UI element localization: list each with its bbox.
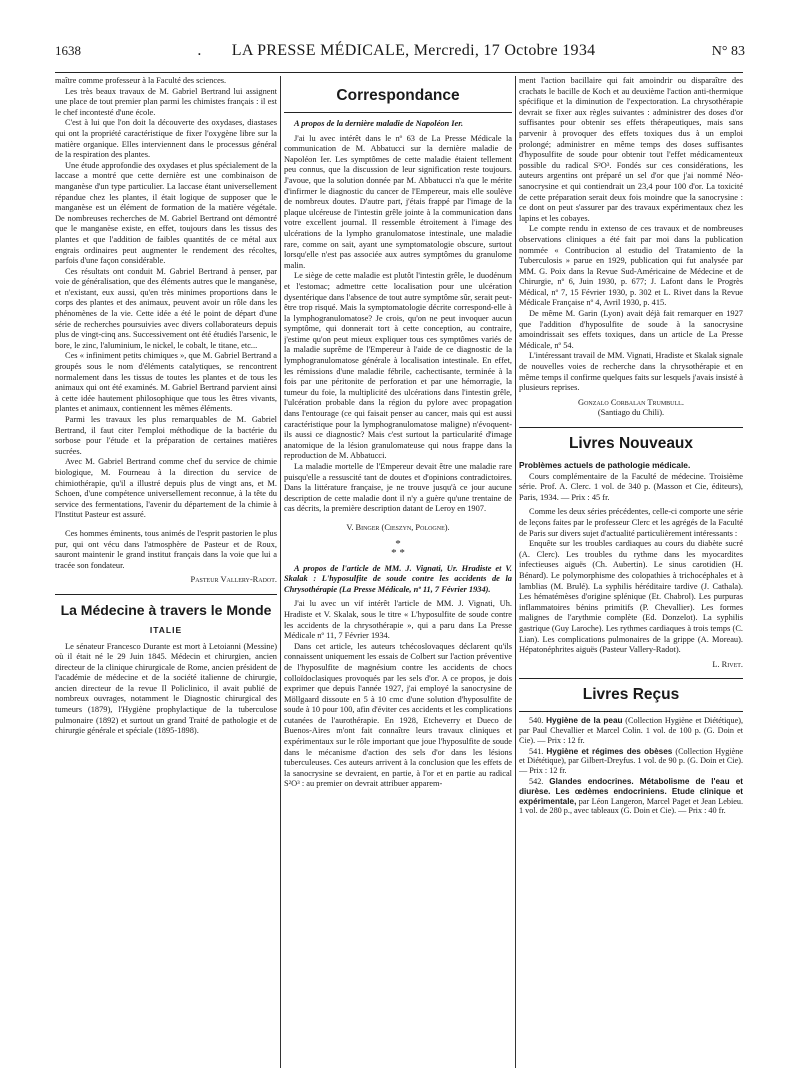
header-dot: .	[197, 42, 202, 59]
book-number: 540.	[529, 716, 544, 726]
signature: Gonzalo Corbalan Trumbull.	[578, 397, 684, 407]
list-item	[519, 747, 743, 776]
list-item	[519, 716, 743, 745]
paragraph: Le compte rendu in extenso de ces travaux et de nombreuses observations cliniques a été fait par moi dans la publication nommée « Contribucion al estudio del Tratamiento de la Tuberculosis » parue en 1929, publication qui fut analysée par MM. G. Poix dans la Revue Sud-Américaine de Médecine et de Chirurgie, nº 6, Juin 1930, p. 677; J. Lafont dans le Progrès Médical, nº 7, 15 Février 1930, p. 302 et L. Rivet dans la Revue Médicale Française nº 4, Avril 1930, p. 415.	[519, 224, 743, 308]
column-divider	[280, 76, 281, 1068]
section-rule	[284, 112, 512, 113]
paragraph: Ces hommes éminents, tous animés de l'esprit pastorien le plus pur, qui ont vécu dans l'atmosphère de Pasteur et de Roux, sauront maintenir le grand institut français dans la voie que lui a tracée son fondateur.	[55, 528, 277, 570]
book-details: par Léon Langeron, Marcel Paget et Jean Lebieu. 1 vol. de 280 p., avec tableaux (G. Doin et Cie). — Prix : 40 fr.	[519, 796, 743, 816]
page-number: 1638	[55, 43, 81, 58]
header-rule	[55, 72, 743, 73]
list-item	[519, 777, 743, 816]
book-title-text: Problèmes actuels de pathologie médicale.	[519, 460, 691, 470]
paragraph: De même M. Garin (Lyon) avait déjà fait remarquer en 1927 que l'addition d'hyposulfite de soude à la sanocrysine amoindrissait ses effets toxiques, dans un article de La Presse Médicale, nº 54.	[519, 309, 743, 350]
paragraph: C'est à lui que l'on doit la découverte des oxydases, diastases qui ont la propriété caractéristique de fixer l'oxygène libre sur la matière organique. Elles interviennent dans le processus général de la respiration des plantes.	[55, 118, 277, 160]
book-number: 542.	[529, 777, 544, 787]
paragraph: Une étude approfondie des oxydases et plus spécialement de la laccase a montré que cette dernière est une combinaison de manganèse d'un type particulier. La laccase étant universellement répandue chez les plantes, il était logique de supposer que le manganèse est un élément de formation de la matière végétale. De nombreuses recherches de M. Gabriel Bertrand ont démontré que le manganèse existe, en effet, toujours dans les tissus des plantes et que l'addition de faibles quantités de ce métal aux engrais ordinaires peut augmenter le rendement des récoltes, parfois d'une façon considérable.	[55, 160, 277, 266]
paragraph: Cours complémentaire de la Faculté de médecine. Troisième série. Prof. A. Clerc. 1 vol. de 340 p. (Masson et Cie, éditeurs), Paris, 1934. — Prix : 45 fr.	[519, 471, 743, 502]
section-title: Livres Nouveaux	[568, 435, 694, 452]
paragraph: Dans cet article, les auteurs tchécoslovaques déclarent qu'ils connaissent uniquement les essais de Colbert sur l'action préventive de l'hyposulfite de magnésium contre les accidents de chocs colloïdoclasiques provoqués par les sels d'or. A ce propos, je dois exprimer que depuis l'année 1927, j'ai employé la sanocrysine de Möllgaard dissoute en 5 à 10 cmc d'une solution d'hyposulfite de soude à 10 pour 100, afin d'éviter ces accidents et les complications cutanées de l'aurothérapie. En 1928, Etcheverry et Dueco de Buenos-Aires m'ont fait connaître leurs travaux cliniques et expérimentaux sur le rôle important que joue l'hyposulfite de soude dans le mécanisme d'action des sels d'or dans les lésions tuberculeuses. Ces auteurs arrivent à la conclusion que les effets de la sanocrysine se devraient, en partie, à l'or et en partie au radical S²O³ : au premier on devrait attribuer apparem-	[284, 641, 512, 789]
received-books-list	[519, 716, 743, 816]
signature: V. Binger (Cieszyn, Pologne).	[346, 522, 450, 532]
paragraph: Avec M. Gabriel Bertrand comme chef du service de chimie biologique, M. Fourneau à la direction du service de chimiothérapie, qu'il a illustré depuis plus de vingt ans, et M. Schoen, d'une compétence universellement reconnue, à la tête du service des fermentations, l'avenir du département de la chimie à l'Institut Pasteur est assuré.	[55, 457, 277, 520]
column-left	[55, 76, 277, 1070]
section-rule	[55, 594, 277, 595]
section-rule	[519, 427, 743, 428]
section-title: Livres Reçus	[582, 686, 680, 704]
book-title-text: Hygiène et régimes des obèses	[546, 746, 673, 756]
column-middle	[284, 76, 512, 1070]
journal-masthead	[197, 42, 595, 60]
paragraph: L'intéressant travail de MM. Vignati, Hradiste et Skalak signale de nouvelles voies de recherche dans la chrysothérapie et en même temps il confirme quelques faits sur lesquels j'avais insisté à plusieurs reprises.	[519, 351, 743, 393]
paragraph: maître comme professeur à la Faculté des sciences.	[55, 76, 227, 85]
issue-date: Mercredi, 17 Octobre 1934	[413, 42, 596, 59]
page-header	[55, 42, 745, 68]
paragraph: Enquête sur les troubles cardiaques au cours du diabète sucré (A. Clerc). Les troubles du rythme dans les myocardites infectieuses aiguës (Ch. Aubertin). Le sinus carotidien (H. Bénard). Le polymorphisme des colopathies à trichocéphales et à lamblias (M. Brulé). La syphilis héréditaire tardive (J. Cathala). Les hématémèses d'origine splénique (Et. Chabrol). Les purpuras inflammatoires bénins primitifs (P. Chevallier). Les formes malignes de l'arythmie complète (Ed. Donzelot). La syphilis gastrique (Guy Laroche). Les rythmes cardiaques à trois temps (C. Lian). Les complications pulmonaires de la grippe (A. Moreau). Hépatonéphrites aiguës (Pasteur Vallery-Radot).	[519, 539, 743, 655]
paragraph: J'ai lu avec un vif intérêt l'article de MM. J. Vignati, Uh. Hradiste et V. Skalak, sous le titre « L'hyposulfite de soude contre les accidents de la chrysothérapie », qui a paru dans La Presse Médicale nº 11, 7 Février 1934.	[284, 599, 512, 641]
section-rule	[519, 678, 743, 679]
paragraph: Parmi les travaux les plus remarquables de M. Gabriel Bertrand, il faut citer l'emploi méthodique de la bactérie du sorbose pour l'étude et la préparation de certaines matières sucrées.	[55, 415, 277, 456]
article-heading: A propos de la dernière maladie de Napoléon Ier.	[294, 119, 464, 128]
paragraph: ment l'action bacillaire qui fait amoindrir ou disparaître des crachats le bacille de Koch et au deuxième l'action anti-thermique spécifique et la diminution de l'expectoration. La chrysothérapie devrait se fixer aux règles suivantes : administrer des doses d'or suffisantes pour obtenir ses effets thérapeutiques, mais sans parvenir à provoquer des effets toxiques dus à un emploi prolongé; administrer en même temps des doses suffisantes d'hyposulfite de soude pour obtenir tout l'effet médicamenteux possible du radical S²O³. Fondés sur ces considérations, les auteurs argentins ont préparé un sel d'or que j'ai nommé Néo-sanocrysine et qui contiendrait un 23,4 pour 100 d'or. La toxicité de cette préparation serait deux fois moindre que la sanocrysine : ce dont on peut s'assurer par des travaux expérimentaux chez les lapins et les cobayes.	[519, 76, 743, 223]
paragraph: Les très beaux travaux de M. Gabriel Bertrand lui assignent une place de tout premier plan parmi les chimistes français : il est le chef incontesté d'une école.	[55, 86, 277, 117]
signature: Pasteur Vallery-Radot.	[190, 575, 277, 585]
journal-name: LA PRESSE MÉDICALE,	[231, 42, 410, 59]
paragraph: Ces résultats ont conduit M. Gabriel Bertrand à penser, par voie de généralisation, que des éléments autres que le manganèse, et n'existant, eux aussi, qu'en très minimes proportions dans le corps des plantes et des animaux, peuvent avoir un rôle dans les phénomènes de la vie. Cette idée a été le point de départ d'une série de recherches poursuivies avec divers collaborateurs depuis plus de vingt-cinq ans. Successivement ont été étudiés l'arsenic, le bore, le zinc, l'aluminium, le nickel, le cobalt, le titane, etc...	[55, 266, 277, 350]
book-title-text: Hygiène de la peau	[546, 716, 623, 726]
column-divider	[515, 76, 516, 1068]
book-details: (Collection Hygiène et Diététique), par Gilbert-Dreyfus. 1 vol. de 90 p. (G. Doin et Cie). — Prix : 12 fr.	[519, 746, 743, 776]
issue-number: N° 83	[711, 44, 745, 59]
paragraph: J'ai lu avec intérêt dans le nº 63 de La Presse Médicale la communication de M. Abbatucci sur la dernière maladie de Napoléon Ier. Les symptômes de cette maladie étaient tellement peu connus, que la discussion de leur signification reste toujours. J'avoue, que la solution donnée par M. Abbatucci n'a que le mérite d'infirmer le diagnostic du cancer de l'Empereur, mais elle soulève de nombreux doutes. D'autre part, j'étais frappé par l'image de la plaque ulcéreuse de l'intestin grêle jointe à la communication dans votre excellent journal. Il ressemble étroitement à l'image des ulcérations de la lympho granulomatose intestinale, une maladie rare, comme on sait, ayant une symptomatologie obscure, surtout lorsqu'elle n'est pas associée aux autres symptômes du granulome malin.	[284, 133, 512, 270]
column-right	[519, 76, 743, 1070]
section-separator: * * *	[391, 537, 405, 559]
book-details: (Collection Hygiène et Diététique), par Paul Chevallier et Marcel Colin. 1 vol. de 100 p. (G. Doin et Cie). — Prix : 12 fr.	[519, 716, 743, 745]
paragraph: Ces « infiniment petits chimiques », que M. Gabriel Bertrand a groupés sous le nom d'éléments catalytiques, se rencontrent normalement dans les tissus de toutes les plantes et de tous les animaux qui ont été examinés. M. Gabriel Bertrand parvient ainsi à cette idée hautement philosophique que tous les êtres vivants, plantes et animaux, contiennent les mêmes éléments.	[55, 351, 277, 414]
book-title-text: Glandes endocrines. Métabolisme de l'eau et diurèse. Les œdèmes endocriniens. Etude clinique et expérimentale,	[519, 777, 743, 806]
paragraph: Le sénateur Francesco Durante est mort à Letoianni (Messine) où il était né le 29 Juin 1845. Médecin et chirurgien, ancien directeur de la clinique chirurgicale de Rome, ancien président de l'académie de médecine et de la société italienne de chirurgie, ancien directeur de la revue Il Policlinico, il avait publié de nombreux ouvrages, notamment le Diagnostic chirurgical des tumeurs (1879), l'Hygiène prophylactique de la tuberculose pulmonaire (1892) et surtout un grand Traité de pathologie et de chirurgie générale et spéciale (1895-1898).	[55, 641, 277, 736]
book-number: 541.	[529, 746, 544, 756]
paragraph: La maladie mortelle de l'Empereur devait être une maladie rare puisqu'elle a ressuscité tant de doutes et d'opinions contradictoires. Dans la littérature française, je ne trouve jusqu'à ce jour aucune description de cette maladie dont il n'y a guère qu'une trentaine de cas décrits, la première description datant de Leroy en 1907.	[284, 462, 512, 514]
paragraph: Comme les deux séries précédentes, celle-ci comporte une série de leçons faites par le professeur Clerc et les agrégés de la Faculté de Paris sur divers sujet d'actualité particulièrement intéressants :	[519, 507, 743, 538]
section-title: La Médecine à travers le Monde	[60, 601, 272, 618]
section-title: Correspondance	[336, 87, 460, 104]
section-rule	[519, 711, 743, 712]
article-heading: A propos de l'article de MM. J. Vignati, Ur. Hradiste et V. Skalak : L'hyposulfite de soude contre les accidents de la Chrysothérapie (La Presse Médicale, nº 11, 7 Février 1934).	[284, 563, 512, 594]
paragraph: Le siège de cette maladie est plutôt l'intestin grêle, le duodénum et l'estomac; admettre cette localisation pour une ulcération dysentérique dans l'absence de tout autre symptôme sûr, serait peut-être trop risqué. Mais la symptomatologie décrite correspond-elle à la lymphogranulomatose? Je crois, qu'on ne peut invoquer aucun symptôme, qui donnerait tort à cette conception, au contraire, j'estime qu'on peut mieux expliquer tous ces symptômes variés de la maladie suprême de l'Empereur à l'aide de ce diagnostic de la lymphogranulomatose générale à localisation intestinale. En effet, les rémissions d'une maladie fébrile, cachectisante, terminée à la fois par une péritonite de perforation et par une hémorragie, la tumeur du foie, la multiplicité des ulcérations dans l'intestin grêle, l'ulcération probable dans la région du pylore avec propagation dans l'entourage (ce qui faisait penser au cancer, mais qui est aussi caractéristique pour la lymphogranulomatose maligne) n'évoquent-ils aussi ce diagnostic? Mais c'est surtout la particularité d'image anatomique de la lésion granulomateuse qui nous frappe dans la reproduction de M. Abbatucci.	[284, 271, 512, 461]
country-heading: ITALIE	[149, 624, 183, 635]
book-title	[519, 460, 743, 472]
signature: L. Rivet.	[712, 659, 743, 669]
signature-place: (Santiago du Chili).	[597, 408, 665, 418]
